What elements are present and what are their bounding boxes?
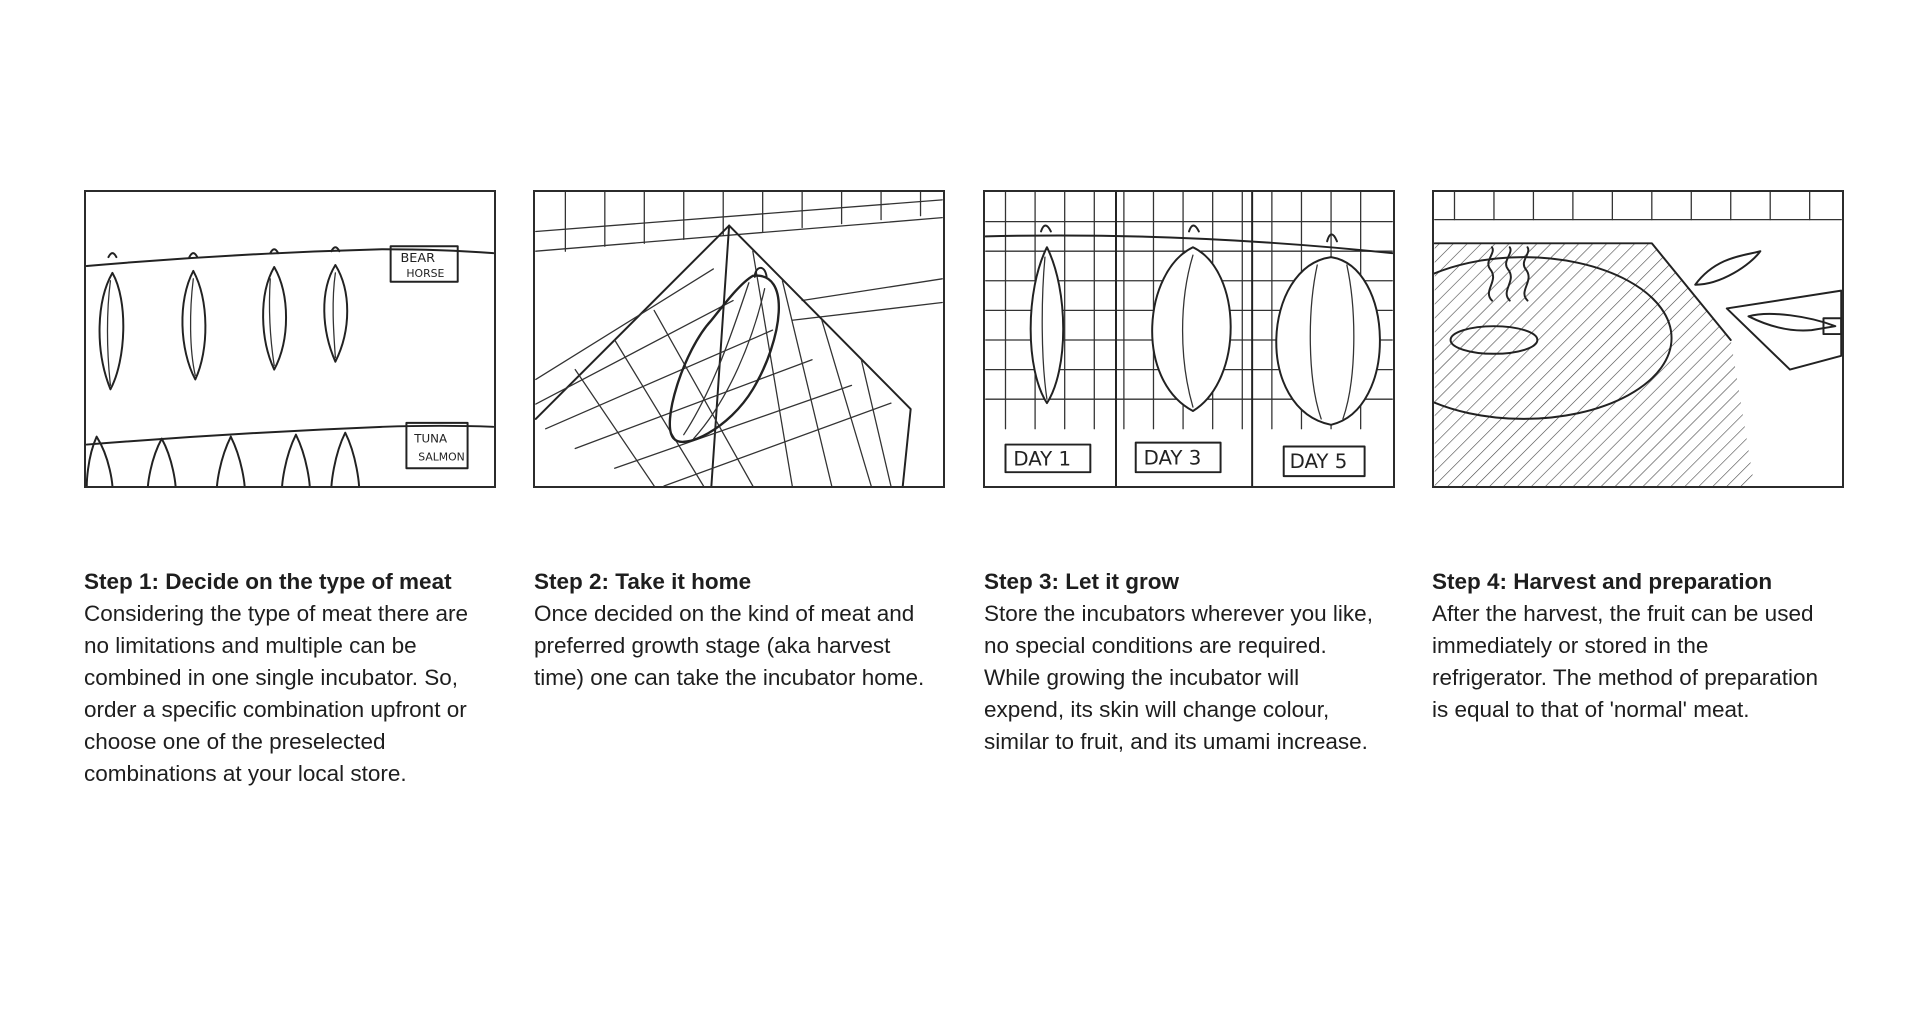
step-4-title: Step 4: Harvest and preparation (1432, 569, 1773, 594)
step-4-body: After the harvest, the fruit can be used immediately or stored in the refrigerator. The method of preparation is equal to that of 'normal' meat. (1432, 601, 1819, 722)
step-4-caption (1432, 566, 1852, 726)
step-2-caption (534, 566, 954, 694)
store-display-drawing (86, 192, 494, 486)
preparation-drawing (1434, 192, 1842, 486)
sketch-preparation (1432, 190, 1844, 488)
step-3-body: Store the incubators wherever you like, no special conditions are required. While growing the incubator will expend, its skin will change colour, similar to fruit, and its umami increase. (984, 601, 1373, 754)
sketch-store-display (84, 190, 496, 488)
label-day-3: DAY 3 (1143, 446, 1202, 470)
sketch-take-home (533, 190, 945, 488)
step-3-caption (984, 566, 1404, 758)
step-1-title: Step 1: Decide on the type of meat (84, 569, 452, 594)
label-tuna: TUNA (414, 431, 448, 446)
step-3-title: Step 3: Let it grow (984, 569, 1180, 594)
growth-days-drawing (985, 192, 1393, 486)
label-day-1: DAY 1 (1013, 447, 1072, 471)
sketch-growth-days (983, 190, 1395, 488)
label-horse: HORSE (406, 266, 445, 280)
step-1-body: Considering the type of meat there are no limitations and multiple can be combined in one single incubator. So, order a specific combination upfront or choose one of the preselected combinations at your local store. (84, 601, 468, 786)
step-1-caption (84, 566, 504, 790)
label-bear: BEAR (400, 251, 436, 267)
label-day-5: DAY 5 (1289, 450, 1348, 474)
step-2-body: Once decided on the kind of meat and preferred growth stage (aka harvest time) one can take the incubator home. (534, 601, 925, 690)
step-2-title: Step 2: Take it home (534, 569, 752, 594)
take-home-drawing (535, 192, 943, 486)
label-salmon: SALMON (418, 450, 465, 464)
